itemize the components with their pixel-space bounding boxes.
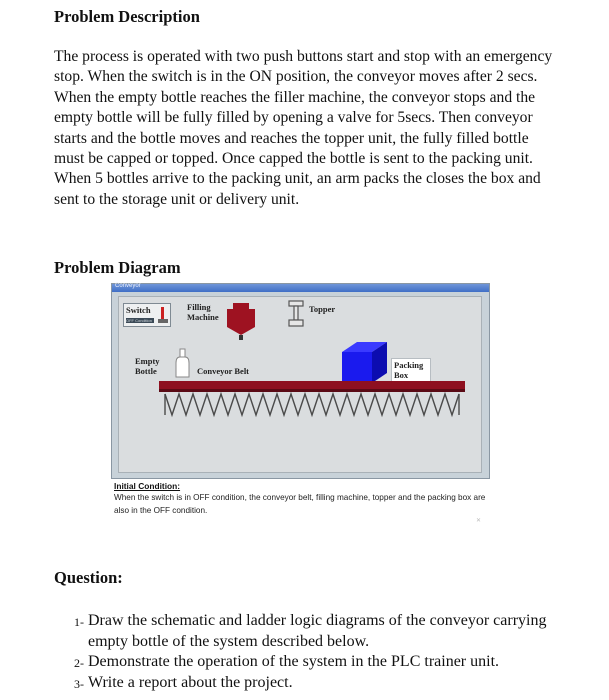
diagram-title-bar — [112, 284, 489, 292]
packing-box-label-line1: Packing — [394, 360, 424, 370]
initial-condition-text: When the switch is in OFF condition, the conveyor belt, filling machine, topper and the packing box are also in the OFF condition. — [114, 493, 486, 515]
switch-condition-label: OFF Condition — [126, 318, 153, 323]
question-text: Demonstrate the operation of the system in the PLC trainer unit. — [88, 653, 500, 671]
question-item — [74, 673, 574, 694]
problem-diagram-window — [111, 283, 490, 479]
question-number: 1- — [74, 615, 84, 629]
question-item — [74, 652, 574, 673]
packing-box-icon — [342, 342, 387, 383]
switch-label: Switch — [126, 305, 151, 315]
conveyor-belt-label: Conveyor Belt — [197, 366, 250, 376]
filling-machine-label-line1: Filling — [187, 302, 211, 312]
conveyor-legs-icon — [165, 394, 459, 415]
initial-condition-title: Initial Condition: — [114, 481, 181, 491]
question-item — [74, 611, 574, 652]
question-number: 3- — [74, 676, 84, 691]
diagram-window-title: Conveyor — [115, 283, 141, 289]
filling-machine-label-line2: Machine — [187, 312, 219, 322]
topper-icon — [289, 301, 303, 326]
empty-bottle-label-line1: Empty — [135, 356, 160, 366]
filling-machine-icon — [227, 303, 255, 340]
problem-diagram-heading: Problem Diagram — [54, 258, 181, 277]
question-text: Write a report about the project. — [88, 673, 293, 691]
topper-label: Topper — [309, 304, 336, 314]
question-list — [74, 611, 574, 693]
question-text: Draw the schematic and ladder logic diagrams of the conveyor carrying empty bottle of the system described below. — [88, 612, 547, 650]
problem-description-text: The process is operated with two push buttons start and stop with an emergency stop. When the switch is in the ON position, the conveyor moves after 2 secs. When the empty bottle reaches the filler machine, the conveyor stops and the empty bottle will be fully filled by opening a valve for 5secs. Then conveyor starts and the bottle moves and reaches the topper unit, the fully filled bottle must be capped or topped. Once capped the bottle is sent to the packing unit. When 5 bottles arrive to the packing unit, an arm packs the closes the box and sent to the storage unit or delivery unit. — [54, 48, 553, 208]
empty-bottle-label-line2: Bottle — [135, 366, 157, 376]
question-number: 2- — [74, 656, 84, 671]
empty-bottle-icon — [176, 349, 189, 377]
diagram-canvas — [118, 296, 482, 473]
problem-description-heading: Problem Description — [54, 7, 200, 26]
diagram-graphics — [119, 297, 481, 472]
conveyor-belt-icon — [159, 381, 465, 392]
packing-box-label-line2: Box — [394, 370, 409, 380]
scan-mark: ✕ — [476, 518, 482, 524]
question-heading: Question: — [54, 568, 123, 587]
